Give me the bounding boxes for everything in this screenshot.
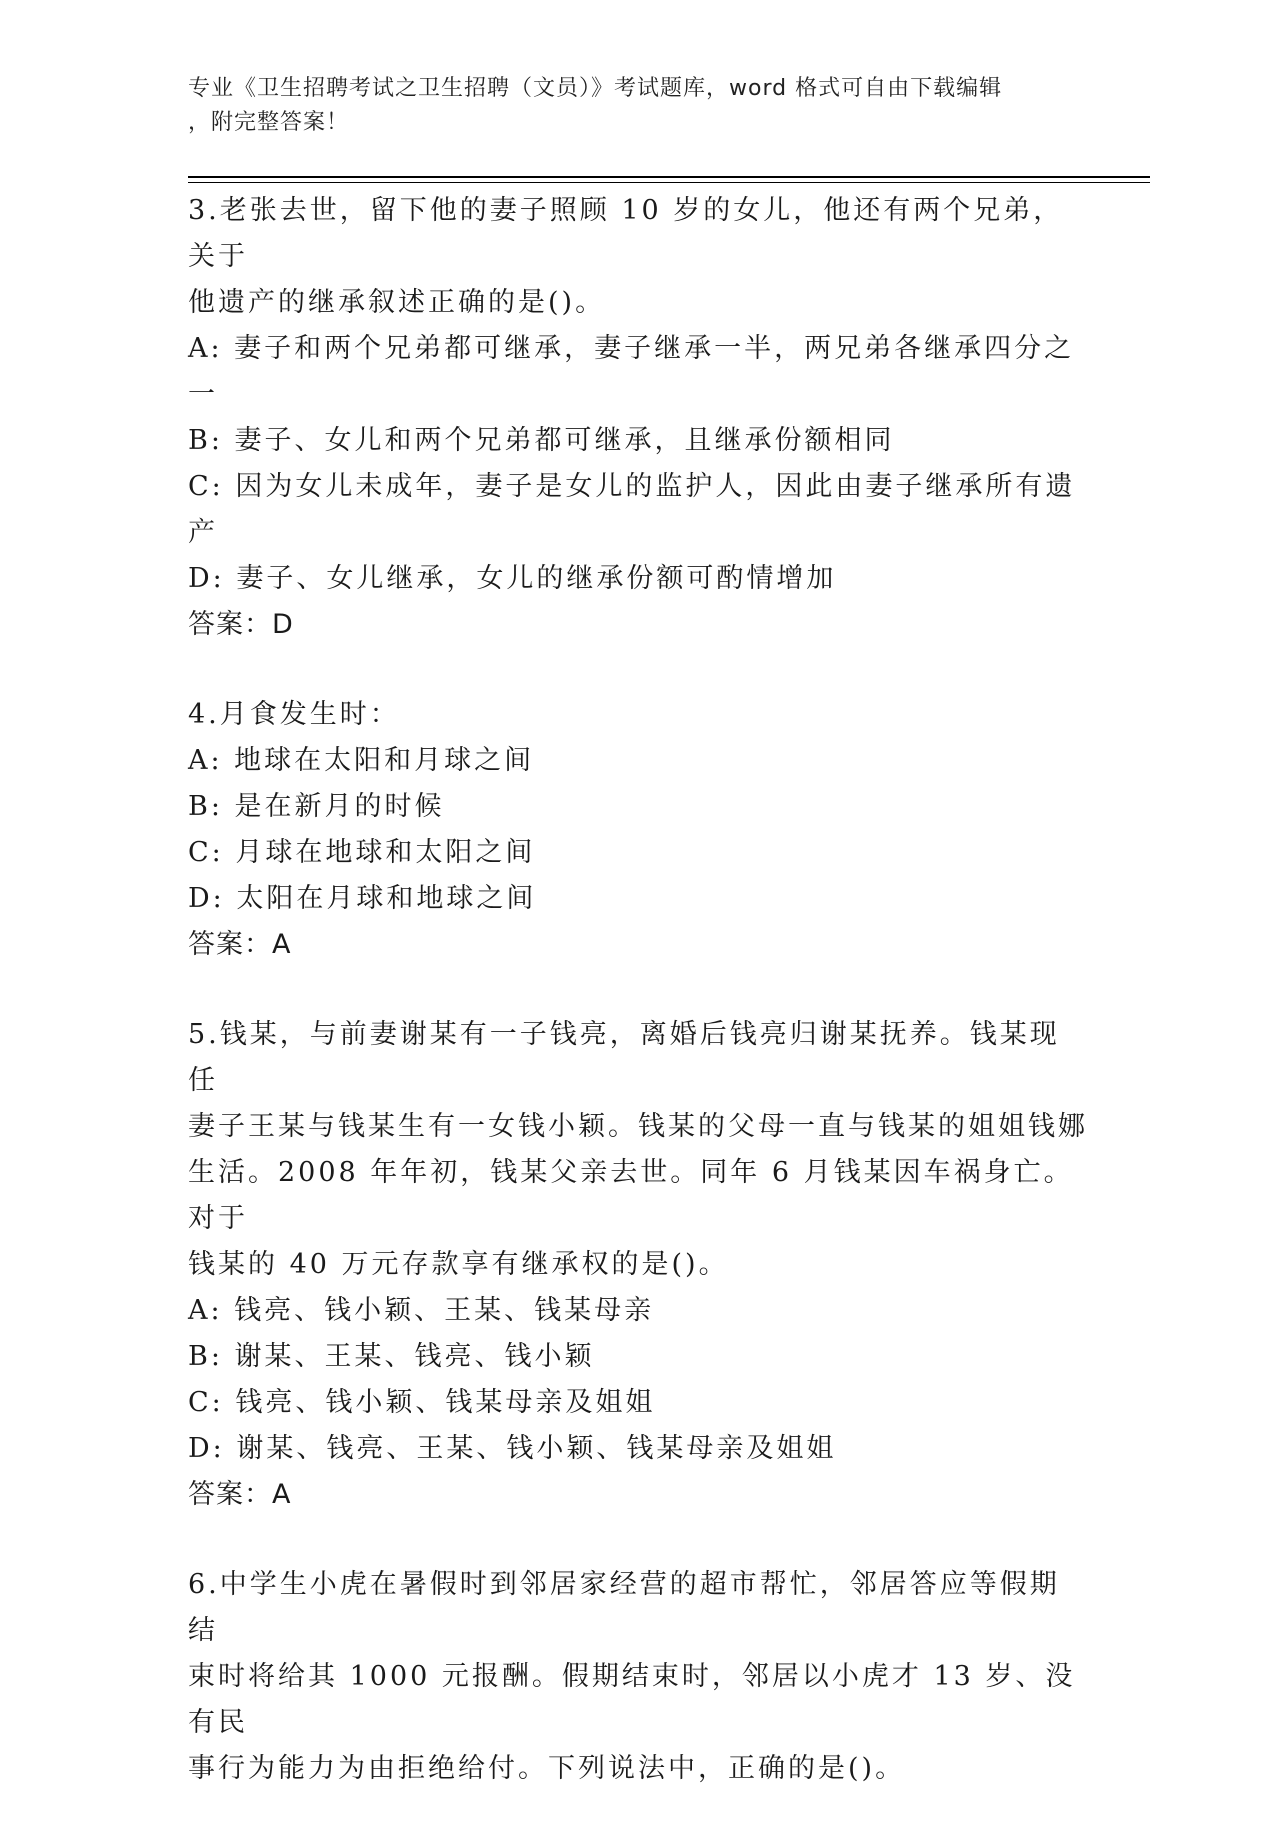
header-divider-thick xyxy=(188,176,1150,178)
option-c: C: 因为女儿未成年，妻子是女儿的监护人，因此由妻子继承所有遗产 xyxy=(188,471,1076,548)
question-3 xyxy=(188,188,1088,648)
question-6 xyxy=(188,1562,1088,1792)
document-header xyxy=(188,72,1068,140)
question-text-line: 束时将给其 1000 元报酬。假期结束时，邻居以小虎才 13 岁、没有民 xyxy=(188,1661,1076,1738)
option-b: B: 妻子、女儿和两个兄弟都可继承，且继承份额相同 xyxy=(188,425,895,456)
header-divider-thin xyxy=(188,182,1150,183)
option-a: A: 地球在太阳和月球之间 xyxy=(188,745,535,776)
question-text-line: 3.老张去世，留下他的妻子照顾 10 岁的女儿，他还有两个兄弟，关于 xyxy=(188,195,1064,272)
option-c: C: 钱亮、钱小颖、钱某母亲及姐姐 xyxy=(188,1387,656,1418)
question-text-line: 事行为能力为由拒绝给付。下列说法中，正确的是()。 xyxy=(188,1753,906,1784)
option-d: D: 太阳在月球和地球之间 xyxy=(188,883,537,914)
option-c: C: 月球在地球和太阳之间 xyxy=(188,837,536,868)
question-text-line: 4.月食发生时： xyxy=(188,699,400,730)
answer-line: 答案：A xyxy=(188,1479,292,1510)
question-list xyxy=(188,188,1088,1836)
question-text-line: 生活。2008 年年初，钱某父亲去世。同年 6 月钱某因车祸身亡。对于 xyxy=(188,1157,1074,1234)
question-4 xyxy=(188,692,1088,968)
answer-line: 答案：A xyxy=(188,929,292,960)
option-a: A: 妻子和两个兄弟都可继承，妻子继承一半，两兄弟各继承四分之一 xyxy=(188,333,1075,410)
header-title-line-1: 专业《卫生招聘考试之卫生招聘（文员）》考试题库，word 格式可自由下载编辑 xyxy=(188,76,1003,101)
option-d: D: 谢某、钱亮、王某、钱小颖、钱某母亲及姐姐 xyxy=(188,1433,837,1464)
question-text-line: 5.钱某，与前妻谢某有一子钱亮，离婚后钱亮归谢某抚养。钱某现任 xyxy=(188,1019,1060,1096)
header-title-line-2: ，附完整答案！ xyxy=(188,110,350,135)
question-5 xyxy=(188,1012,1088,1518)
question-text-line: 钱某的 40 万元存款享有继承权的是()。 xyxy=(188,1249,729,1280)
question-text-line: 妻子王某与钱某生有一女钱小颖。钱某的父母一直与钱某的姐姐钱娜 xyxy=(188,1111,1088,1142)
option-b: B: 谢某、王某、钱亮、钱小颖 xyxy=(188,1341,595,1372)
option-b: B: 是在新月的时候 xyxy=(188,791,445,822)
answer-line: 答案：D xyxy=(188,609,294,640)
question-text-line: 6.中学生小虎在暑假时到邻居家经营的超市帮忙，邻居答应等假期结 xyxy=(188,1569,1060,1646)
option-a: A: 钱亮、钱小颖、王某、钱某母亲 xyxy=(188,1295,655,1326)
question-text-line: 他遗产的继承叙述正确的是()。 xyxy=(188,287,606,318)
option-d: D: 妻子、女儿继承，女儿的继承份额可酌情增加 xyxy=(188,563,837,594)
